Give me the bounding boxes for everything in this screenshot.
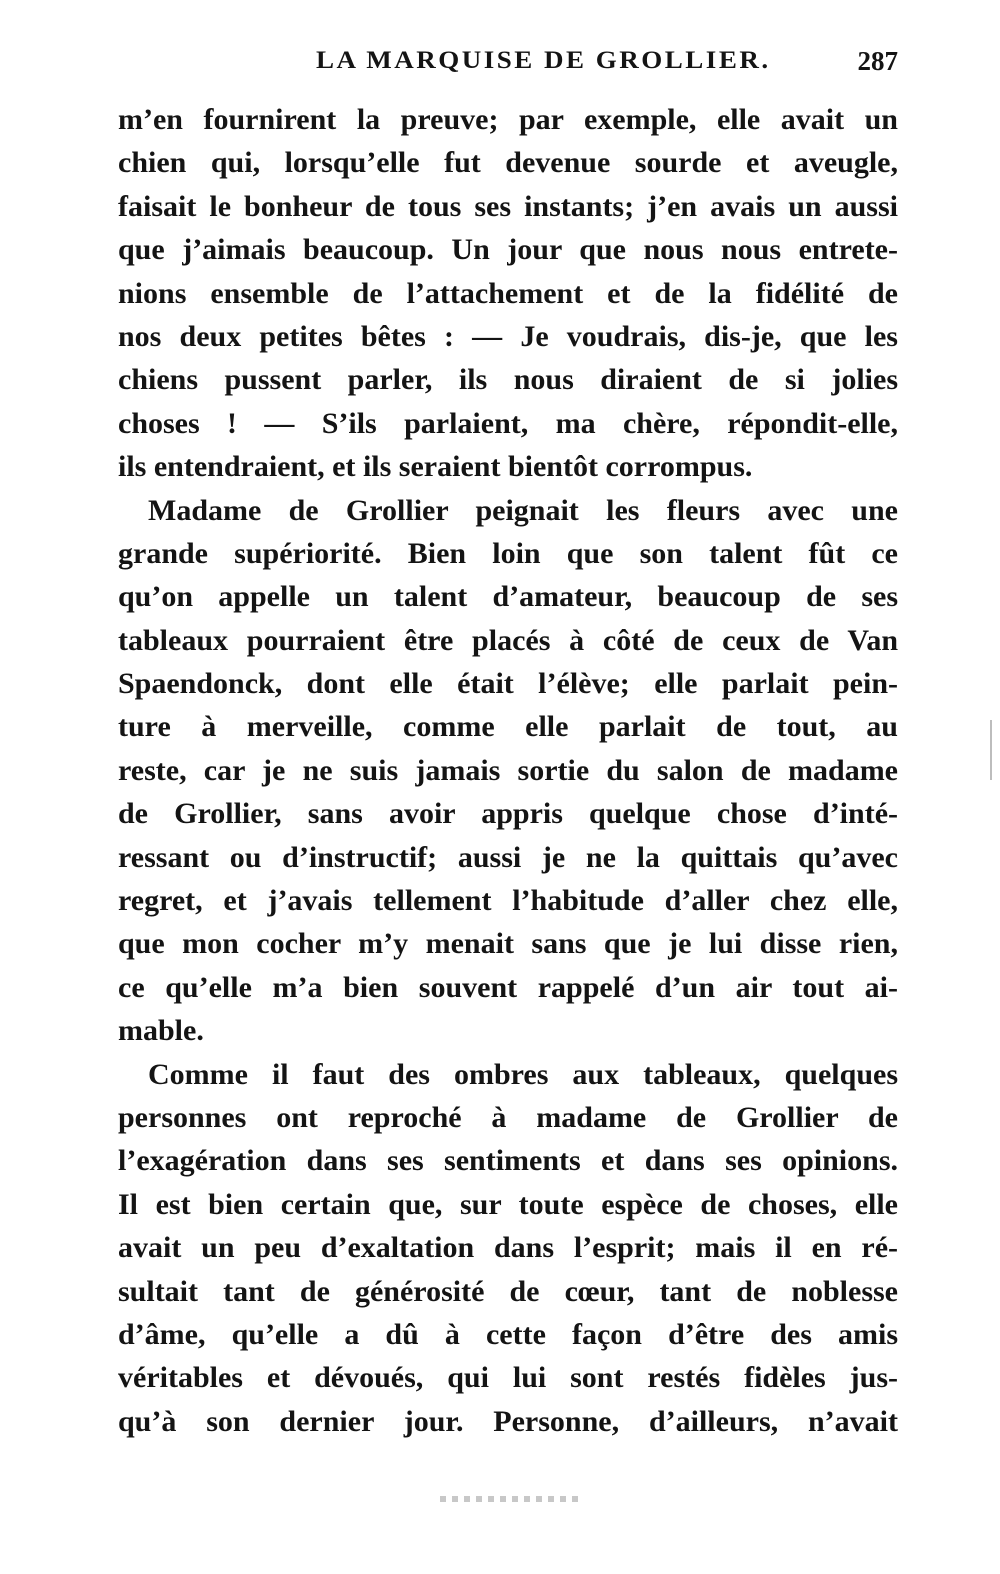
text-line: mable.	[118, 1014, 204, 1048]
text-line: chiens pussent parler, ils nous diraient de si jolies	[118, 363, 898, 397]
text-line: véritables et dévoués, qui lui sont restés fidèles jus-	[118, 1361, 898, 1395]
scan-edge-mark	[990, 720, 992, 780]
text-line: ressant ou d’instructif; aussi je ne la quittais qu’avec	[118, 840, 898, 874]
text-line: grande supériorité. Bien loin que son talent fût ce	[118, 536, 898, 570]
text-line: de Grollier, sans avoir appris quelque chose d’inté-	[118, 797, 898, 831]
text-line: qu’on appelle un talent d’amateur, beaucoup de ses	[118, 580, 898, 614]
paragraph-start-line: Madame de Grollier peignait les fleurs avec une	[148, 493, 898, 527]
text-line: que j’aimais beaucoup. Un jour que nous nous entrete-	[118, 233, 898, 267]
text-line: ils entendraient, et ils seraient bientôt corrompus.	[118, 450, 753, 484]
text-line: choses ! — S’ils parlaient, ma chère, répondit-elle,	[118, 406, 898, 440]
text-line: sultait tant de générosité de cœur, tant de noblesse	[118, 1274, 898, 1308]
text-line: avait un peu d’exaltation dans l’esprit; mais il en ré-	[118, 1231, 898, 1265]
page-header	[118, 46, 900, 86]
text-line: regret, et j’avais tellement l’habitude d’aller chez elle,	[118, 884, 898, 918]
text-line: l’exagération dans ses sentiments et dans ses opinions.	[118, 1144, 898, 1178]
text-line: tableaux pourraient être placés à côté de ceux de Van	[118, 623, 898, 657]
text-line: Il est bien certain que, sur toute espèce de choses, elle	[118, 1187, 898, 1221]
text-line: d’âme, qu’elle a dû à cette façon d’être des amis	[118, 1317, 898, 1351]
print-smudge	[440, 1496, 580, 1502]
body-text	[118, 98, 898, 1443]
text-line: que mon cocher m’y menait sans que je lui disse rien,	[118, 927, 898, 961]
text-line: personnes ont reproché à madame de Grollier de	[118, 1100, 898, 1134]
text-line: reste, car je ne suis jamais sortie du salon de madame	[118, 753, 898, 787]
text-line: m’en fournirent la preuve; par exemple, elle avait un	[118, 103, 898, 136]
text-line: qu’à son dernier jour. Personne, d’ailleurs, n’avait	[118, 1404, 898, 1438]
running-title: LA MARQUISE DE GROLLIER.	[316, 46, 771, 74]
text-line: Spaendonck, dont elle était l’élève; elle parlait pein-	[118, 667, 898, 701]
paragraph-start-line: Comme il faut des ombres aux tableaux, quelques	[148, 1057, 898, 1091]
text-line: chien qui, lorsqu’elle fut devenue sourde et aveugle,	[118, 146, 898, 180]
text-line: ture à merveille, comme elle parlait de tout, au	[118, 710, 898, 744]
text-line: nions ensemble de l’attachement et de la fidélité de	[118, 276, 898, 310]
text-line: faisait le bonheur de tous ses instants; j’en avais un aussi	[118, 189, 898, 223]
text-line: nos deux petites bêtes : — Je voudrais, dis-je, que les	[118, 319, 898, 353]
page-number: 287	[857, 46, 898, 76]
text-line: ce qu’elle m’a bien souvent rappelé d’un air tout ai-	[118, 970, 898, 1004]
